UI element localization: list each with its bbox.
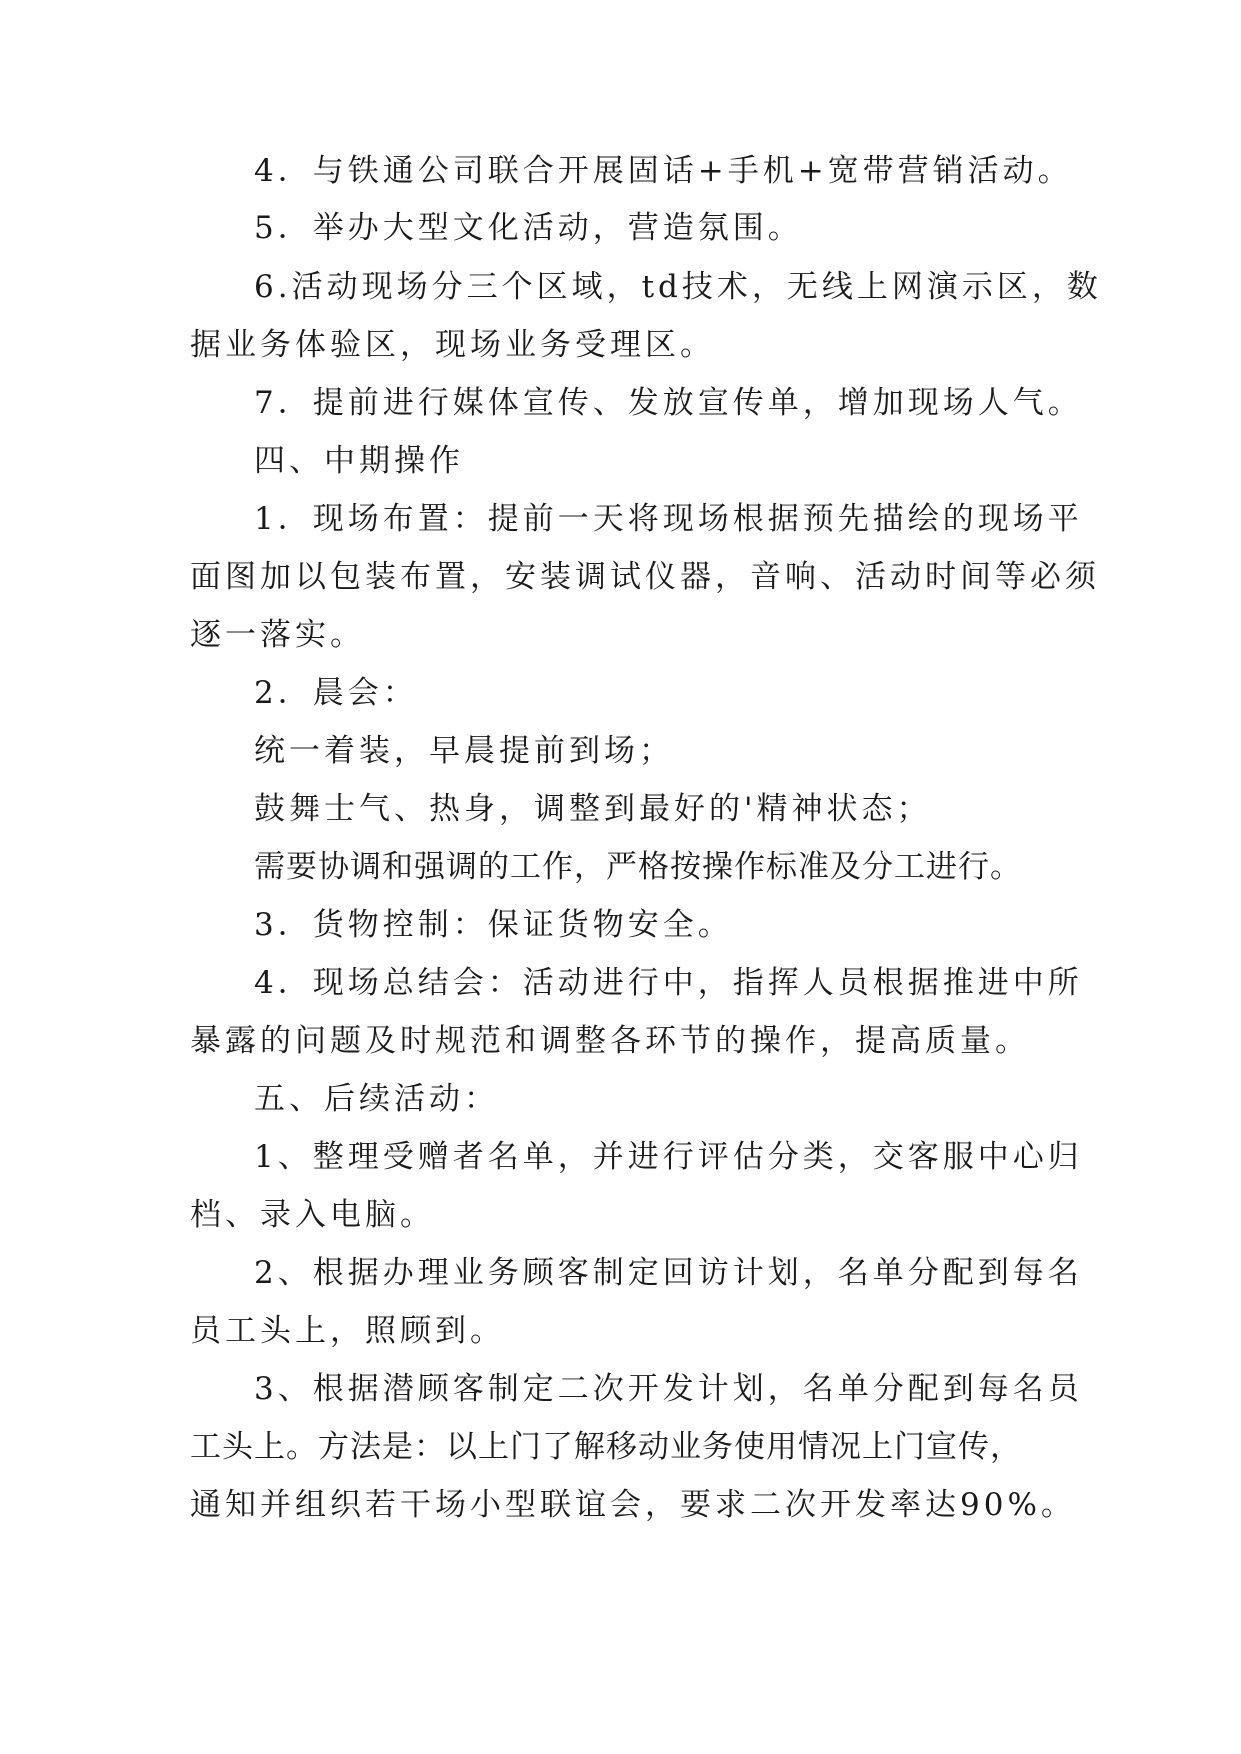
section-heading: 四、中期操作	[254, 443, 464, 479]
paragraph-line: 5．举办大型文化活动，营造氛围。	[254, 210, 803, 246]
paragraph-line: 暴露的问题及时规范和调整各环节的操作，提高质量。	[190, 1023, 1030, 1059]
paragraph-line: 需要协调和强调的工作，严格按操作标准及分工进行。	[254, 849, 1022, 885]
paragraph-line: 面图加以包装布置，安装调试仪器，音响、活动时间等必须	[190, 559, 1100, 595]
paragraph-line: 统一着装，早晨提前到场；	[254, 733, 674, 769]
paragraph-line: 2、根据办理业务顾客制定回访计划，名单分配到每名	[254, 1255, 1083, 1291]
paragraph-line: 逐一落实。	[190, 617, 365, 653]
section-heading: 五、后续活动：	[254, 1081, 499, 1117]
paragraph-line: 工头上。方法是：以上门了解移动业务使用情况上门宣传，	[190, 1429, 1022, 1465]
paragraph-line: 4．现场总结会：活动进行中，指挥人员根据推进中所	[254, 965, 1083, 1001]
paragraph-line: 员工头上，照顾到。	[190, 1313, 505, 1349]
paragraph-line: 通知并组织若干场小型联谊会，要求二次开发率达90%。	[190, 1487, 1076, 1523]
paragraph-line: 据业务体验区，现场业务受理区。	[190, 327, 715, 363]
paragraph-line: 鼓舞士气、热身，调整到最好的'精神状态；	[254, 791, 932, 827]
paragraph-line: 7．提前进行媒体宣传、发放宣传单，增加现场人气。	[254, 385, 1083, 421]
paragraph-line: 6.活动现场分三个区域，td技术，无线上网演示区，数	[254, 269, 1102, 305]
paragraph-line: 1、整理受赠者名单，并进行评估分类，交客服中心归	[254, 1139, 1083, 1175]
paragraph-line: 3．货物控制：保证货物安全。	[254, 907, 733, 943]
paragraph-line: 档、录入电脑。	[190, 1197, 435, 1233]
paragraph-line: 4．与铁通公司联合开展固话+手机+宽带营销活动。	[254, 153, 1073, 189]
paragraph-line: 1．现场布置：提前一天将现场根据预先描绘的现场平	[254, 501, 1083, 537]
paragraph-line: 3、根据潜顾客制定二次开发计划，名单分配到每名员	[254, 1371, 1083, 1407]
paragraph-line: 2．晨会：	[254, 675, 418, 711]
